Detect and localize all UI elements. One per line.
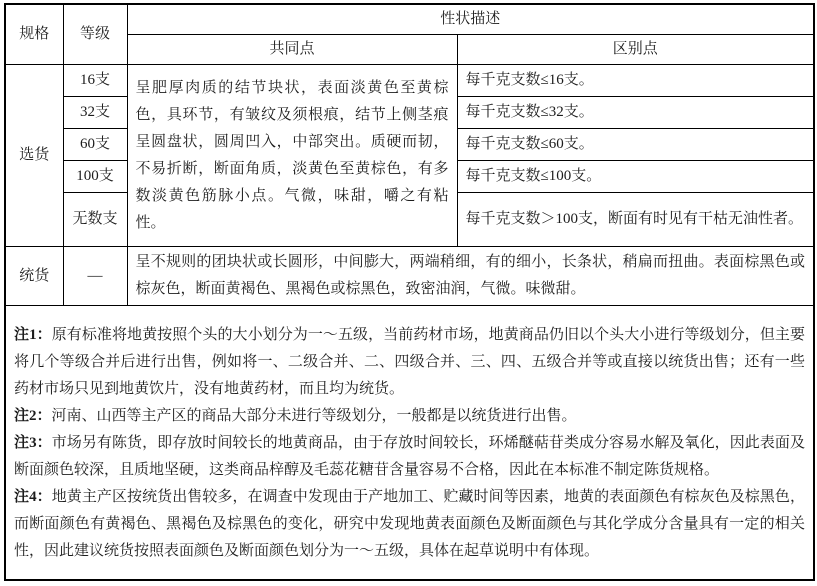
note-4 [14, 484, 805, 565]
note-3-label: 注3： [14, 434, 52, 451]
spec-tonghuo-cell: 统货 [5, 247, 63, 306]
tonghuo-description-cell: 呈不规则的团块状或长圆形，中间膨大，两端稍细，有的细小，长条状，稍扁而扭曲。表面棕黑色或棕灰色，断面黄褐色、黑褐色或棕黑色，致密油润，气微。味微甜。 [127, 247, 814, 306]
grade-dash-cell: — [63, 247, 127, 306]
diff-cell: 每千克支数≤32支。 [457, 97, 814, 129]
diff-cell: 每千克支数≤16支。 [457, 65, 814, 97]
diff-cell: 每千克支数＞100支，断面有时见有干枯无油性者。 [457, 193, 814, 247]
note-4-text: 地黄主产区按统货出售较多，在调查中发现由于产地加工、贮藏时间等因素，地黄的表面颜色有棕灰色及棕黑色，而断面颜色有黄褐色、黑褐色及棕黑色的变化，研究中发现地黄表面颜色及断面颜色与其化学成分含量具有一定的相关性，因此建议统货按照表面颜色及断面颜色划分为一～五级，具体在起草说明中有体现。 [14, 488, 806, 559]
grade-cell: 32支 [63, 97, 127, 129]
note-1-text: 原有标准将地黄按照个头的大小划分为一～五级，当前药材市场，地黄商品仍旧以个头大小进行等级划分，但主要将几个等级合并后进行出售，例如将一、二级合并、二、四级合并、三、四、五级合并等或直接以统货出售；还有一些药材市场只见到地黄饮片，没有地黄药材，而且均为统货。 [14, 326, 806, 397]
note-1 [14, 322, 805, 403]
diff-cell: 每千克支数≤60支。 [457, 129, 814, 161]
note-4-label: 注4： [14, 488, 52, 505]
note-2 [14, 403, 805, 430]
note-1-label: 注1： [14, 326, 52, 343]
header-description: 性状描述 [127, 4, 814, 35]
common-description-cell: 呈肥厚肉质的结节块状，表面淡黄色至黄棕色，具环节，有皱纹及须根痕，结节上侧茎痕呈圆盘状，圆周凹入，中部突出。质硬而韧，不易折断，断面角质，淡黄色至黄棕色，有多数淡黄色筋脉小点。气微，味甜，嚼之有粘性。 [127, 65, 457, 247]
spec-grade-table [4, 3, 815, 581]
note-2-text: 河南、山西等主产区的商品大部分未进行等级划分，一般都是以统货进行出售。 [51, 407, 577, 424]
grade-cell: 16支 [63, 65, 127, 97]
grade-cell: 60支 [63, 129, 127, 161]
spec-grade-table-sheet [4, 3, 813, 581]
note-3 [14, 430, 805, 484]
diff-cell: 每千克支数≤100支。 [457, 161, 814, 193]
header-spec: 规格 [5, 4, 63, 65]
header-difference: 区别点 [457, 35, 814, 65]
grade-cell: 无数支 [63, 193, 127, 247]
table-row [5, 306, 814, 581]
grade-cell: 100支 [63, 161, 127, 193]
notes-cell [5, 306, 814, 581]
spec-xuanhuo-cell: 选货 [5, 65, 63, 247]
table-row [5, 247, 814, 306]
table-row [5, 65, 814, 97]
header-common: 共同点 [127, 35, 457, 65]
note-3-text: 市场另有陈货，即存放时间较长的地黄商品，由于存放时间较长，环烯醚萜苷类成分容易水解及氧化，因此表面及断面颜色较深，且质地坚硬，这类商品梓醇及毛蕊花糖苷含量容易不合格，因此在本标准不制定陈货规格。 [14, 434, 805, 478]
note-2-label: 注2： [14, 407, 52, 424]
header-grade: 等级 [63, 4, 127, 65]
